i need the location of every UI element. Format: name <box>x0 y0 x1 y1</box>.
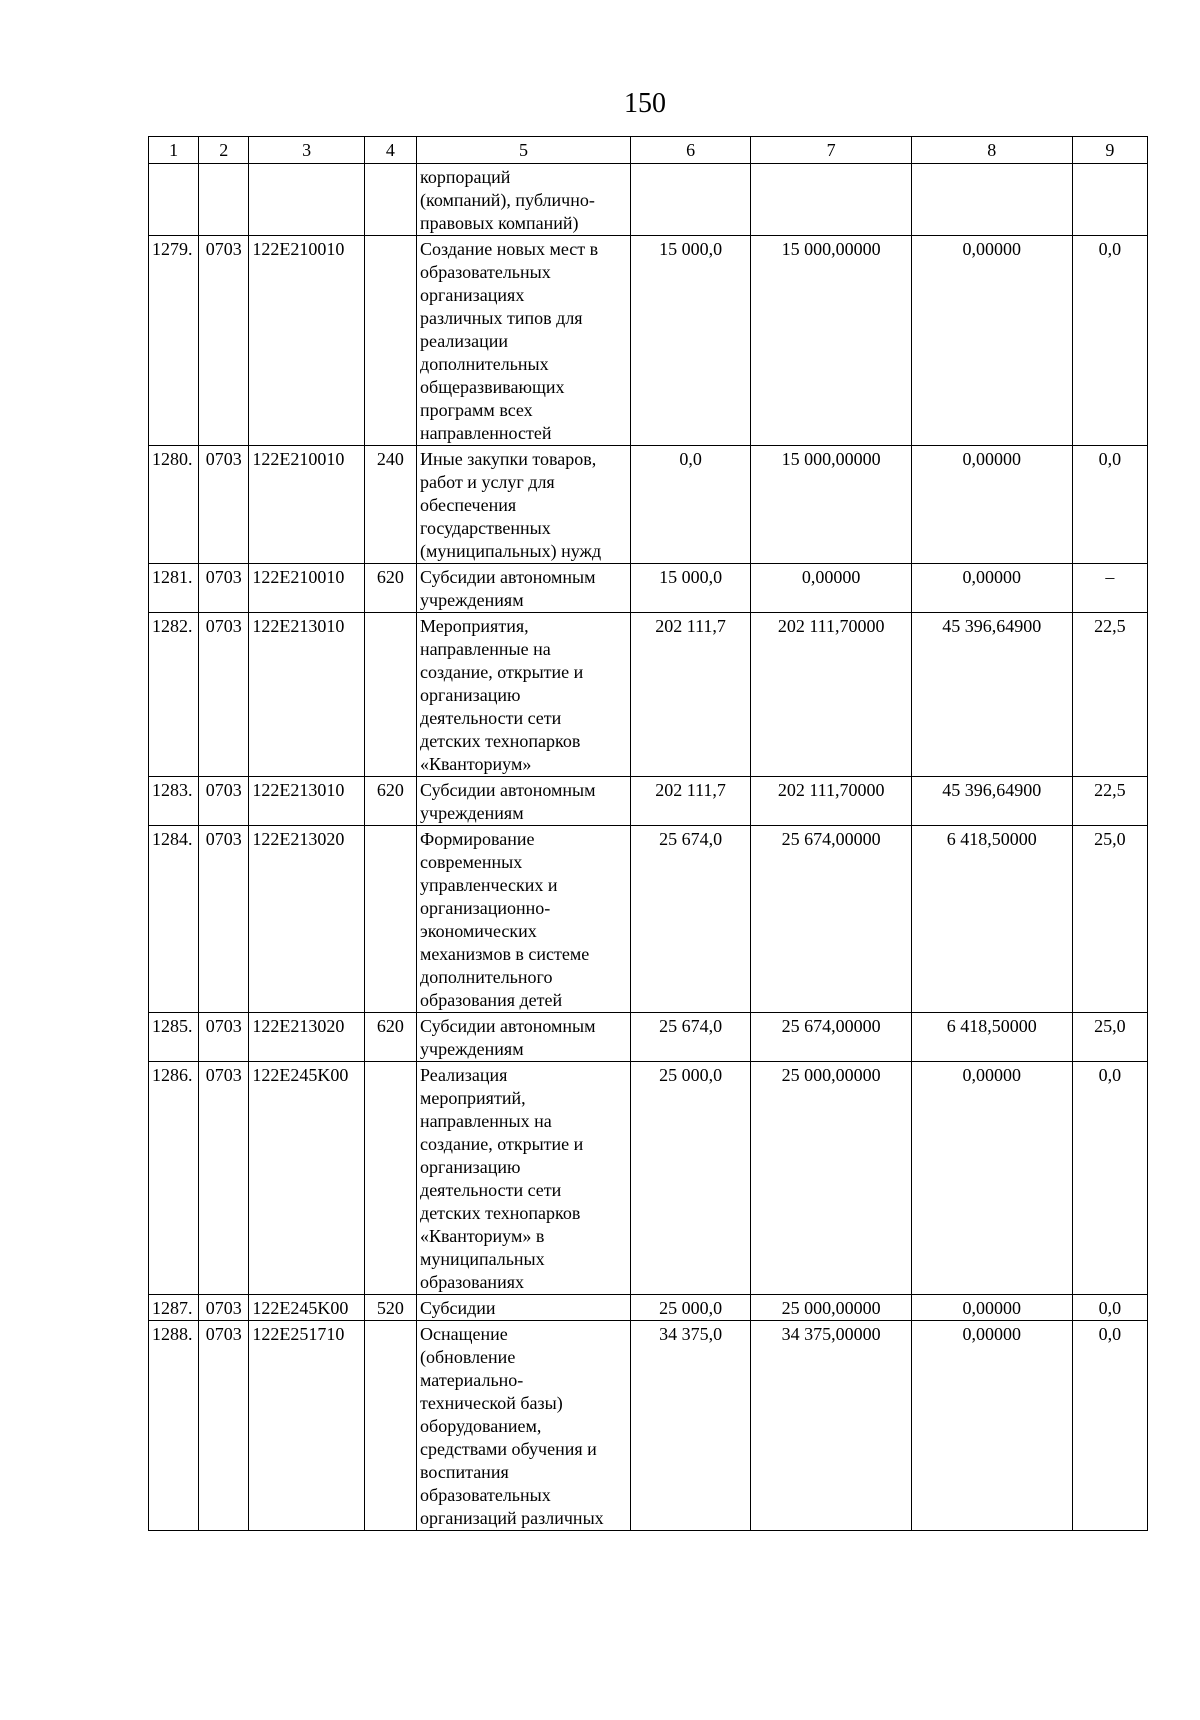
description-line: деятельности сети <box>420 708 562 728</box>
executed-amount-cell: 0,00000 <box>911 236 1072 446</box>
budget-table <box>148 136 1148 1531</box>
item-description-cell <box>417 826 631 1013</box>
budget-allocation-cell: 25 000,00000 <box>751 1062 912 1295</box>
approved-amount-cell: 202 111,7 <box>630 777 750 826</box>
budget-allocation-cell <box>751 164 912 236</box>
description-line: (компаний), публично- <box>420 190 595 210</box>
column-header-5: 5 <box>417 137 631 164</box>
description-line: современных <box>420 852 523 872</box>
execution-percent-cell: 0,0 <box>1072 1321 1147 1531</box>
description-line: создание, открытие и <box>420 1134 584 1154</box>
approved-amount-cell: 34 375,0 <box>630 1321 750 1531</box>
approved-amount-cell: 25 674,0 <box>630 1013 750 1062</box>
description-line: различных типов для <box>420 308 583 328</box>
description-line: организаций различных <box>420 1508 604 1528</box>
item-description-cell <box>417 1295 631 1321</box>
description-line: направленные на <box>420 639 551 659</box>
execution-percent-cell: 0,0 <box>1072 446 1147 564</box>
section-code-cell <box>199 164 249 236</box>
target-article-code-cell: 122E213020 <box>249 826 364 1013</box>
description-line: направленностей <box>420 423 552 443</box>
execution-percent-cell: 0,0 <box>1072 1062 1147 1295</box>
description-line: «Кванториум» <box>420 754 532 774</box>
description-line: организациях <box>420 285 525 305</box>
description-line: Субсидии автономным <box>420 567 596 587</box>
approved-amount-cell: 15 000,0 <box>630 236 750 446</box>
table-row <box>149 826 1148 1013</box>
column-header-8: 8 <box>911 137 1072 164</box>
section-code-cell: 0703 <box>199 1013 249 1062</box>
row-number-cell: 1283. <box>149 777 199 826</box>
section-code-cell: 0703 <box>199 777 249 826</box>
budget-allocation-cell: 15 000,00000 <box>751 446 912 564</box>
table-row <box>149 446 1148 564</box>
description-line: воспитания <box>420 1462 509 1482</box>
description-line: механизмов в системе <box>420 944 590 964</box>
executed-amount-cell: 6 418,50000 <box>911 1013 1072 1062</box>
description-line: образовательных <box>420 262 551 282</box>
description-line: образования детей <box>420 990 563 1010</box>
column-header-4: 4 <box>364 137 416 164</box>
row-number-cell: 1284. <box>149 826 199 1013</box>
section-code-cell: 0703 <box>199 446 249 564</box>
description-line: общеразвивающих <box>420 377 565 397</box>
description-line: учреждениям <box>420 803 524 823</box>
column-header-1: 1 <box>149 137 199 164</box>
execution-percent-cell <box>1072 164 1147 236</box>
description-line: дополнительных <box>420 354 549 374</box>
expense-type-code-cell: 620 <box>364 1013 416 1062</box>
description-line: средствами обучения и <box>420 1439 597 1459</box>
description-line: организацию <box>420 685 521 705</box>
execution-percent-cell: 25,0 <box>1072 826 1147 1013</box>
section-code-cell: 0703 <box>199 1295 249 1321</box>
executed-amount-cell: 0,00000 <box>911 446 1072 564</box>
description-line: оборудованием, <box>420 1416 542 1436</box>
description-line: направленных на <box>420 1111 552 1131</box>
description-line: (муниципальных) нужд <box>420 541 602 561</box>
description-line: организационно- <box>420 898 551 918</box>
expense-type-code-cell <box>364 826 416 1013</box>
executed-amount-cell: 0,00000 <box>911 1321 1072 1531</box>
description-line: Иные закупки товаров, <box>420 449 597 469</box>
item-description-cell <box>417 564 631 613</box>
description-line: программ всех <box>420 400 533 420</box>
table-row <box>149 777 1148 826</box>
budget-allocation-cell: 25 000,00000 <box>751 1295 912 1321</box>
column-header-7: 7 <box>751 137 912 164</box>
table-row <box>149 1321 1148 1531</box>
table-row <box>149 1062 1148 1295</box>
description-line: правовых компаний) <box>420 213 579 233</box>
execution-percent-cell: 0,0 <box>1072 236 1147 446</box>
description-line: технической базы) <box>420 1393 563 1413</box>
description-line: Формирование <box>420 829 535 849</box>
row-number-cell: 1280. <box>149 446 199 564</box>
expense-type-code-cell <box>364 164 416 236</box>
item-description-cell <box>417 1013 631 1062</box>
description-line: корпораций <box>420 167 511 187</box>
approved-amount-cell: 25 674,0 <box>630 826 750 1013</box>
description-line: образовательных <box>420 1485 551 1505</box>
description-line: обеспечения <box>420 495 517 515</box>
expense-type-code-cell: 620 <box>364 777 416 826</box>
budget-allocation-cell: 25 674,00000 <box>751 1013 912 1062</box>
item-description-cell <box>417 236 631 446</box>
executed-amount-cell: 6 418,50000 <box>911 826 1072 1013</box>
target-article-code-cell: 122E213020 <box>249 1013 364 1062</box>
description-line: Мероприятия, <box>420 616 529 636</box>
target-article-code-cell <box>249 164 364 236</box>
budget-allocation-cell: 202 111,70000 <box>751 777 912 826</box>
item-description-cell <box>417 613 631 777</box>
table-row <box>149 1013 1148 1062</box>
row-number-cell <box>149 164 199 236</box>
budget-allocation-cell: 202 111,70000 <box>751 613 912 777</box>
description-line: Субсидии автономным <box>420 1016 596 1036</box>
table-row <box>149 613 1148 777</box>
description-line: создание, открытие и <box>420 662 584 682</box>
approved-amount-cell <box>630 164 750 236</box>
execution-percent-cell: 22,5 <box>1072 777 1147 826</box>
description-line: учреждениям <box>420 590 524 610</box>
approved-amount-cell: 0,0 <box>630 446 750 564</box>
page-number: 150 <box>624 88 666 119</box>
section-code-cell: 0703 <box>199 564 249 613</box>
table-row <box>149 564 1148 613</box>
item-description-cell <box>417 1321 631 1531</box>
description-line: детских технопарков <box>420 1203 581 1223</box>
description-line: детских технопарков <box>420 731 581 751</box>
approved-amount-cell: 202 111,7 <box>630 613 750 777</box>
section-code-cell: 0703 <box>199 236 249 446</box>
description-line: Оснащение <box>420 1324 508 1344</box>
target-article-code-cell: 122E245K00 <box>249 1295 364 1321</box>
table-row <box>149 164 1148 236</box>
description-line: (обновление <box>420 1347 516 1367</box>
budget-allocation-cell: 15 000,00000 <box>751 236 912 446</box>
approved-amount-cell: 25 000,0 <box>630 1062 750 1295</box>
item-description-cell <box>417 1062 631 1295</box>
executed-amount-cell: 0,00000 <box>911 1295 1072 1321</box>
column-header-2: 2 <box>199 137 249 164</box>
target-article-code-cell: 122E213010 <box>249 613 364 777</box>
table-body <box>149 164 1148 1531</box>
column-header-6: 6 <box>630 137 750 164</box>
row-number-cell: 1279. <box>149 236 199 446</box>
row-number-cell: 1287. <box>149 1295 199 1321</box>
column-number-row <box>149 137 1148 164</box>
description-line: «Кванториум» в <box>420 1226 545 1246</box>
description-line: Субсидии <box>420 1298 496 1318</box>
target-article-code-cell: 122E245K00 <box>249 1062 364 1295</box>
column-header-9: 9 <box>1072 137 1147 164</box>
description-line: работ и услуг для <box>420 472 555 492</box>
expense-type-code-cell <box>364 236 416 446</box>
table-row <box>149 1295 1148 1321</box>
executed-amount-cell: 0,00000 <box>911 1062 1072 1295</box>
section-code-cell: 0703 <box>199 1321 249 1531</box>
description-line: учреждениям <box>420 1039 524 1059</box>
description-line: муниципальных <box>420 1249 545 1269</box>
item-description-cell <box>417 164 631 236</box>
target-article-code-cell: 122E210010 <box>249 446 364 564</box>
executed-amount-cell: 45 396,64900 <box>911 613 1072 777</box>
execution-percent-cell: 0,0 <box>1072 1295 1147 1321</box>
row-number-cell: 1285. <box>149 1013 199 1062</box>
executed-amount-cell <box>911 164 1072 236</box>
section-code-cell: 0703 <box>199 1062 249 1295</box>
expense-type-code-cell <box>364 1321 416 1531</box>
description-line: мероприятий, <box>420 1088 526 1108</box>
description-line: управленческих и <box>420 875 558 895</box>
budget-allocation-cell: 0,00000 <box>751 564 912 613</box>
target-article-code-cell: 122E210010 <box>249 236 364 446</box>
section-code-cell: 0703 <box>199 613 249 777</box>
expense-type-code-cell <box>364 613 416 777</box>
expense-type-code-cell: 620 <box>364 564 416 613</box>
description-line: государственных <box>420 518 551 538</box>
target-article-code-cell: 122E210010 <box>249 564 364 613</box>
description-line: организацию <box>420 1157 521 1177</box>
description-line: образованиях <box>420 1272 524 1292</box>
executed-amount-cell: 45 396,64900 <box>911 777 1072 826</box>
table-row <box>149 236 1148 446</box>
description-line: Субсидии автономным <box>420 780 596 800</box>
expense-type-code-cell: 520 <box>364 1295 416 1321</box>
description-line: материально- <box>420 1370 524 1390</box>
row-number-cell: 1288. <box>149 1321 199 1531</box>
expense-type-code-cell: 240 <box>364 446 416 564</box>
budget-allocation-cell: 25 674,00000 <box>751 826 912 1013</box>
description-line: экономических <box>420 921 537 941</box>
description-line: реализации <box>420 331 509 351</box>
description-line: Создание новых мест в <box>420 239 599 259</box>
executed-amount-cell: 0,00000 <box>911 564 1072 613</box>
section-code-cell: 0703 <box>199 826 249 1013</box>
description-line: дополнительного <box>420 967 553 987</box>
description-line: Реализация <box>420 1065 508 1085</box>
approved-amount-cell: 25 000,0 <box>630 1295 750 1321</box>
expense-type-code-cell <box>364 1062 416 1295</box>
target-article-code-cell: 122E251710 <box>249 1321 364 1531</box>
approved-amount-cell: 15 000,0 <box>630 564 750 613</box>
execution-percent-cell: 25,0 <box>1072 1013 1147 1062</box>
item-description-cell <box>417 446 631 564</box>
description-line: деятельности сети <box>420 1180 562 1200</box>
budget-allocation-cell: 34 375,00000 <box>751 1321 912 1531</box>
execution-percent-cell: – <box>1072 564 1147 613</box>
row-number-cell: 1281. <box>149 564 199 613</box>
column-header-3: 3 <box>249 137 364 164</box>
target-article-code-cell: 122E213010 <box>249 777 364 826</box>
row-number-cell: 1282. <box>149 613 199 777</box>
item-description-cell <box>417 777 631 826</box>
row-number-cell: 1286. <box>149 1062 199 1295</box>
execution-percent-cell: 22,5 <box>1072 613 1147 777</box>
